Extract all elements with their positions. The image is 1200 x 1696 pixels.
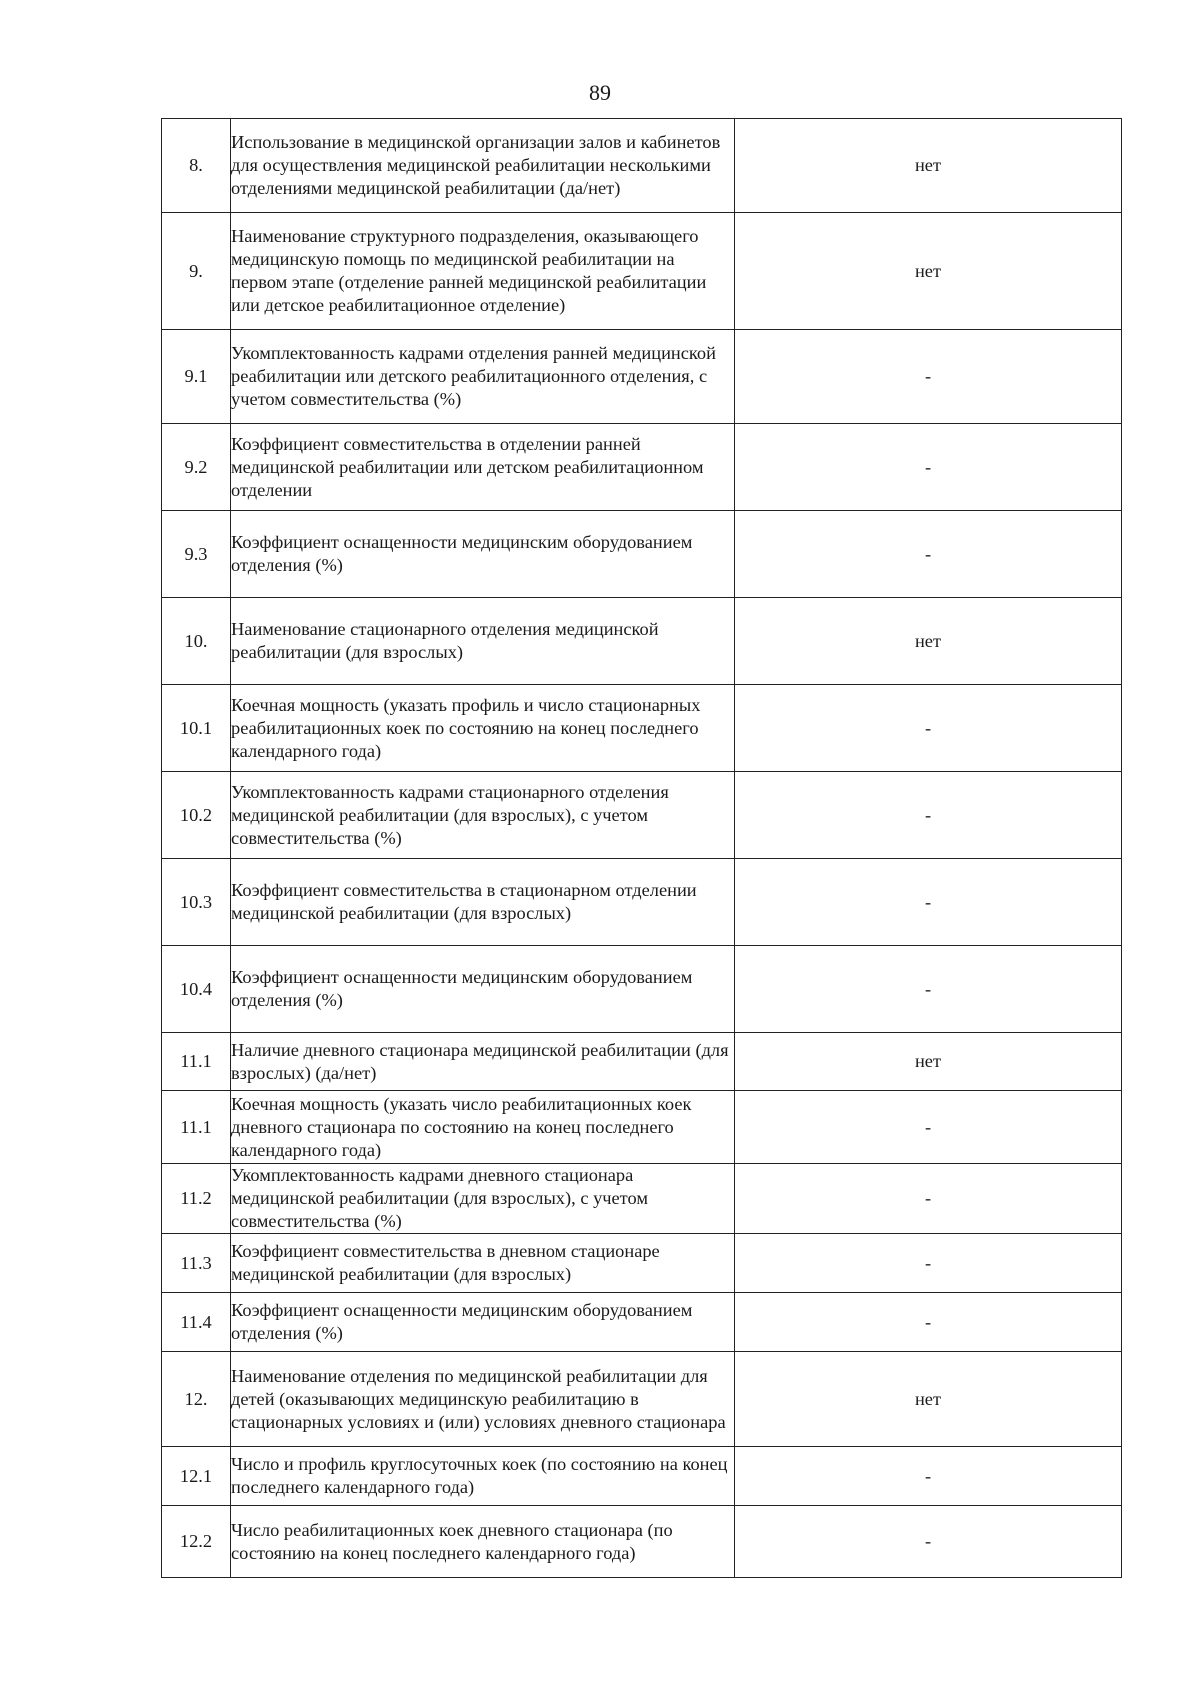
table-row — [162, 119, 1122, 213]
row-number: 10. — [162, 598, 231, 685]
row-number: 11.3 — [162, 1234, 231, 1293]
row-value: - — [735, 511, 1122, 598]
row-value: - — [735, 1164, 1122, 1234]
table-row — [162, 685, 1122, 772]
row-number: 10.1 — [162, 685, 231, 772]
row-value: нет — [735, 119, 1122, 213]
table-row — [162, 1447, 1122, 1506]
row-description: Коечная мощность (указать число реабилитационных коек дневного стационара по состоянию на конец последнего календарного года) — [231, 1091, 735, 1164]
row-value: - — [735, 330, 1122, 424]
row-description: Наименование структурного подразделения, оказывающего медицинскую помощь по медицинской реабилитации на первом этапе (отделение ранней медицинской реабилитации или детское реабилитационное отделение) — [231, 213, 735, 330]
row-number: 12.1 — [162, 1447, 231, 1506]
row-description: Наличие дневного стационара медицинской реабилитации (для взрослых) (да/нет) — [231, 1033, 735, 1091]
row-description: Коэффициент совместительства в дневном стационаре медицинской реабилитации (для взрослых) — [231, 1234, 735, 1293]
row-value: нет — [735, 1033, 1122, 1091]
row-description: Коэффициент оснащенности медицинским оборудованием отделения (%) — [231, 946, 735, 1033]
row-description: Укомплектованность кадрами отделения ранней медицинской реабилитации или детского реабилитационного отделения, с учетом совместительства (%) — [231, 330, 735, 424]
row-description: Наименование отделения по медицинской реабилитации для детей (оказывающих медицинскую реабилитацию в стационарных условиях и (или) условиях дневного стационара — [231, 1352, 735, 1447]
row-number: 12.2 — [162, 1506, 231, 1578]
row-number: 11.1 — [162, 1091, 231, 1164]
indicators-table — [161, 118, 1122, 1578]
row-value: нет — [735, 213, 1122, 330]
table-body — [162, 119, 1122, 1578]
row-value: - — [735, 1091, 1122, 1164]
row-value: нет — [735, 598, 1122, 685]
table-row — [162, 1352, 1122, 1447]
row-number: 11.4 — [162, 1293, 231, 1352]
row-value: - — [735, 1293, 1122, 1352]
row-value: - — [735, 946, 1122, 1033]
row-number: 11.1 — [162, 1033, 231, 1091]
row-value: - — [735, 424, 1122, 511]
row-value: нет — [735, 1352, 1122, 1447]
table-row — [162, 511, 1122, 598]
row-number: 9.2 — [162, 424, 231, 511]
table-row — [162, 424, 1122, 511]
row-description: Коэффициент совместительства в отделении ранней медицинской реабилитации или детском реабилитационном отделении — [231, 424, 735, 511]
row-description: Число и профиль круглосуточных коек (по состоянию на конец последнего календарного года) — [231, 1447, 735, 1506]
table-row — [162, 1033, 1122, 1091]
row-number: 10.3 — [162, 859, 231, 946]
row-value: - — [735, 685, 1122, 772]
table-row — [162, 598, 1122, 685]
row-number: 11.2 — [162, 1164, 231, 1234]
table-row — [162, 859, 1122, 946]
table-row — [162, 213, 1122, 330]
row-value: - — [735, 1506, 1122, 1578]
row-description: Укомплектованность кадрами дневного стационара медицинской реабилитации (для взрослых), с учетом совместительства (%) — [231, 1164, 735, 1234]
row-description: Коэффициент совместительства в стационарном отделении медицинской реабилитации (для взрослых) — [231, 859, 735, 946]
page-number: 89 — [589, 80, 611, 105]
row-number: 9.1 — [162, 330, 231, 424]
row-description: Коэффициент оснащенности медицинским оборудованием отделения (%) — [231, 511, 735, 598]
row-description: Укомплектованность кадрами стационарного отделения медицинской реабилитации (для взрослых), с учетом совместительства (%) — [231, 772, 735, 859]
table-row — [162, 1506, 1122, 1578]
row-number: 12. — [162, 1352, 231, 1447]
row-number: 9.3 — [162, 511, 231, 598]
row-description: Число реабилитационных коек дневного стационара (по состоянию на конец последнего календарного года) — [231, 1506, 735, 1578]
table-row — [162, 1164, 1122, 1234]
table-row — [162, 1091, 1122, 1164]
row-number: 10.4 — [162, 946, 231, 1033]
row-value: - — [735, 1447, 1122, 1506]
row-value: - — [735, 859, 1122, 946]
row-value: - — [735, 1234, 1122, 1293]
row-number: 10.2 — [162, 772, 231, 859]
row-description: Коэффициент оснащенности медицинским оборудованием отделения (%) — [231, 1293, 735, 1352]
table-row — [162, 772, 1122, 859]
table-row — [162, 1293, 1122, 1352]
table-row — [162, 1234, 1122, 1293]
row-value: - — [735, 772, 1122, 859]
row-number: 9. — [162, 213, 231, 330]
row-description: Использование в медицинской организации залов и кабинетов для осуществления медицинской реабилитации несколькими отделениями медицинской реабилитации (да/нет) — [231, 119, 735, 213]
row-number: 8. — [162, 119, 231, 213]
row-description: Наименование стационарного отделения медицинской реабилитации (для взрослых) — [231, 598, 735, 685]
row-description: Коечная мощность (указать профиль и число стационарных реабилитационных коек по состоянию на конец последнего календарного года) — [231, 685, 735, 772]
table-row — [162, 330, 1122, 424]
table-row — [162, 946, 1122, 1033]
